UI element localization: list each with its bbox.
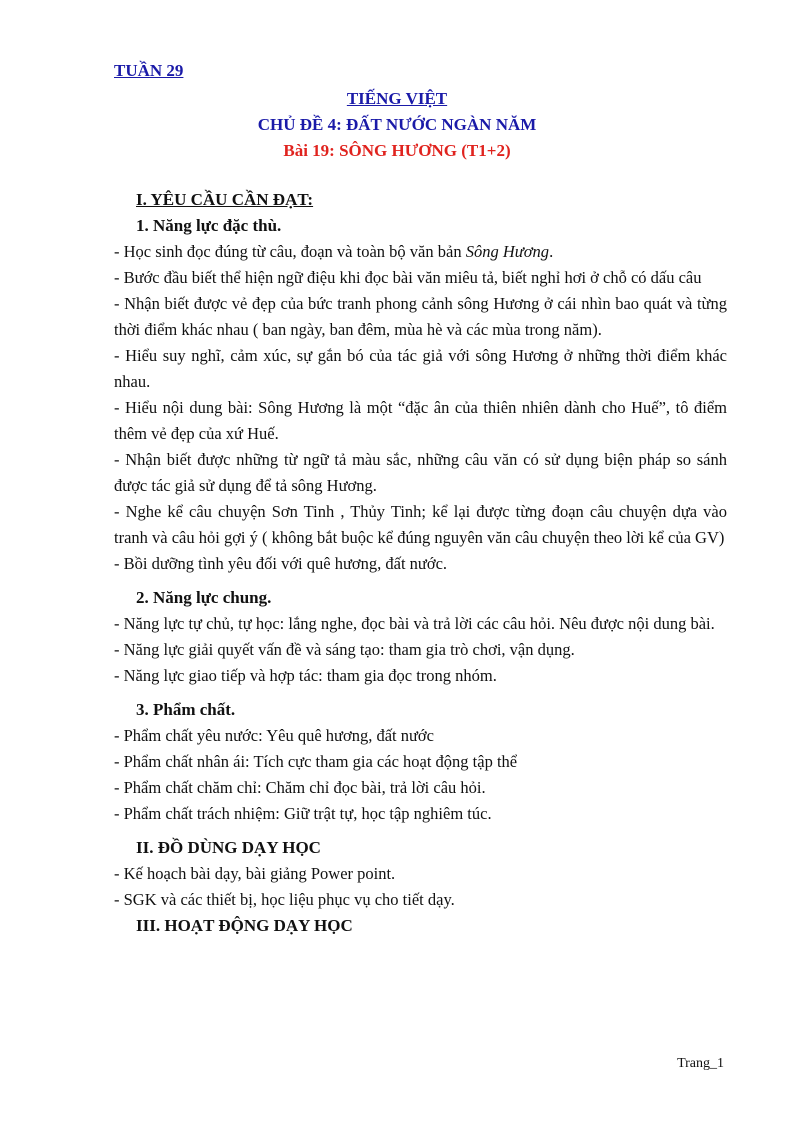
list-item: - Phẩm chất yêu nước: Yêu quê hương, đất nước <box>114 726 434 745</box>
list-item: - Nhận biết được những từ ngữ tả màu sắc, những câu văn có sử dụng biện pháp so sánh được tác giả sử dụng để tả sông Hương. <box>114 450 727 495</box>
text-title-italic: Sông Hương <box>465 242 550 261</box>
list-item: - Phẩm chất trách nhiệm: Giữ trật tự, học tập nghiêm túc. <box>114 804 492 823</box>
week-label: TUẦN 29 <box>114 61 184 80</box>
list-item: - SGK và các thiết bị, học liệu phục vụ cho tiết dạy. <box>114 890 455 909</box>
section-requirements-heading: I. YÊU CẦU CẦN ĐẠT: <box>136 190 314 209</box>
list-item: - Nghe kể câu chuyện Sơn Tinh , Thủy Tinh; kể lại được từng đoạn câu chuyện dựa vào tranh và câu hỏi gợi ý ( không bắt buộc kể đúng nguyên văn câu chuyện theo lời kể của GV) <box>114 502 727 547</box>
section-materials-heading: II. ĐỒ DÙNG DẠY HỌC <box>136 838 321 857</box>
document-body <box>114 187 727 939</box>
lesson-title: Bài 19: SÔNG HƯƠNG (T1+2) <box>283 141 511 160</box>
list-item: - Phẩm chất chăm chỉ: Chăm chỉ đọc bài, trả lời câu hỏi. <box>114 778 486 797</box>
subsection-specific-competence-heading: 1. Năng lực đặc thù. <box>136 216 282 235</box>
list-item: - Phẩm chất nhân ái: Tích cực tham gia các hoạt động tập thể <box>114 752 518 771</box>
list-item: - Kế hoạch bài dạy, bài giảng Power point. <box>114 864 396 883</box>
list-item: - Năng lực giải quyết vấn đề và sáng tạo: tham gia trò chơi, vận dụng. <box>114 640 575 659</box>
list-item: - Bước đầu biết thể hiện ngữ điệu khi đọc bài văn miêu tả, biết nghỉ hơi ở chỗ có dấu câu <box>114 268 702 287</box>
section-activities-heading: III. HOẠT ĐỘNG DẠY HỌC <box>136 916 353 935</box>
list-item: - Năng lực tự chủ, tự học: lắng nghe, đọc bài và trả lời các câu hỏi. Nêu được nội dung bài. <box>114 614 715 633</box>
subsection-qualities-heading: 3. Phẩm chất. <box>136 700 236 719</box>
subsection-general-competence-heading: 2. Năng lực chung. <box>136 588 272 607</box>
list-item: - Hiểu nội dung bài: Sông Hương là một “đặc ân của thiên nhiên dành cho Huế”, tô điểm thêm vẻ đẹp của xứ Huế. <box>114 398 727 443</box>
topic-title: CHỦ ĐỀ 4: ĐẤT NƯỚC NGÀN NĂM <box>257 115 537 134</box>
list-item: - Hiểu suy nghĩ, cảm xúc, sự gắn bó của tác giả với sông Hương ở những thời điểm khác nhau. <box>114 346 727 391</box>
page-number: Trang_1 <box>677 1056 724 1071</box>
list-item: - Năng lực giao tiếp và hợp tác: tham gia đọc trong nhóm. <box>114 666 497 685</box>
list-item: - Học sinh đọc đúng từ câu, đoạn và toàn bộ văn bản Sông Hương. <box>114 242 554 261</box>
list-item: - Bồi dưỡng tình yêu đối với quê hương, đất nước. <box>114 554 448 573</box>
lesson-header <box>0 86 794 164</box>
list-item: - Nhận biết được vẻ đẹp của bức tranh phong cảnh sông Hương ở cái nhìn bao quát và từng thời điểm khác nhau ( ban ngày, ban đêm, mùa hè và các mùa trong năm). <box>114 294 727 339</box>
subject-title: TIẾNG VIỆT <box>346 89 448 108</box>
